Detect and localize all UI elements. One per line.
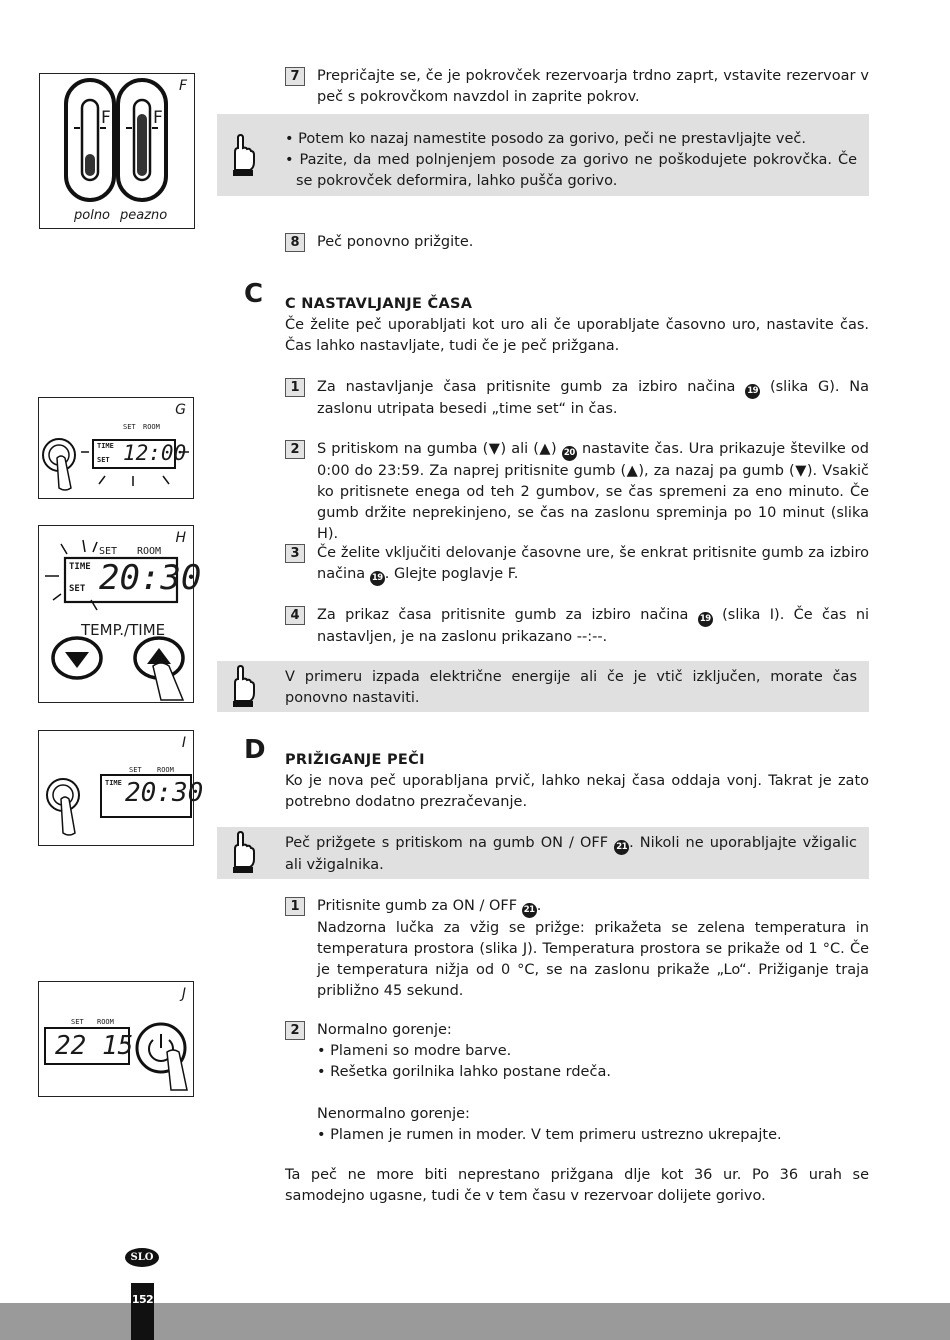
figure-letter: H [175,530,186,546]
step-number: 7 [285,67,305,86]
step-text-b: . Glejte poglavje F. [384,566,519,582]
step-8 [285,232,869,253]
lcd-set-label: SET [71,1018,84,1026]
lcd-set-label: SET [129,766,142,774]
pointing-hand-icon [226,134,256,178]
figure-letter: I [181,735,186,751]
pointing-hand-icon [226,665,256,709]
ref-marker: 21 [614,840,629,855]
step-7 [285,66,869,108]
ref-marker: 19 [370,571,385,586]
step-text-a: Za nastavljanje časa pritisnite gumb za izbiro načina [317,379,736,395]
step-text [317,1020,869,1146]
lcd-time-label: TIME [69,562,91,572]
note-box-c [217,661,869,712]
step-c4 [285,605,869,648]
step-text-b: (slika I). Če čas ni nastavljen, je na zaslonu prikazano --:--. [317,607,870,645]
note-box-d [217,827,869,879]
label-empty: peazno [120,208,168,223]
step-d2 [285,1020,869,1146]
note-text: V primeru izpada električne energije ali če je vtič izključen, morate čas ponovno nastaviti. [285,669,857,706]
lcd-set2-label: SET [97,456,110,464]
abnormal-burning-heading: Nenormalno gorenje: [317,1106,470,1122]
note-line-1: • Potem ko nazaj namestite posodo za gorivo, peči ne prestavljajte več. [285,131,807,147]
page-number: 152 [131,1293,154,1306]
step-text-c: Nadzorna lučka za vžig se prižge: prikažeta se zelena temperatura in temperatura prostora (slika J). Temperatura prostora se prikaže od 1 °C. Če je temperatura nižja od 0 °C, se na zaslonu prikaže „Lo“. Prižiganje traja približno 45 sekund. [317,920,869,999]
lcd-set-label: SET [123,423,136,431]
figure-h [38,525,202,703]
figure-letter: F [178,78,187,94]
step-text-a: Pritisnite gumb za ON / OFF [317,898,518,914]
normal-burning-heading: Normalno gorenje: [317,1022,452,1038]
lcd-digits: 22 15 [55,1031,134,1061]
note-text [285,833,857,876]
note-text-b: . Nikoli ne uporabljajte vžigalic ali vžigalnika. [285,835,857,873]
label-full: polno [74,208,111,223]
section-title-d: PRIŽIGANJE PEČI [285,752,425,768]
pointing-hand-icon [226,831,256,875]
step-number: 2 [285,1021,305,1040]
note-line-2: • Pazite, da med polnjenjem posode za gorivo ne poškodujete pokrovčka. Če se pokrovček deformira, lahko pušča gorivo. [285,152,857,189]
lcd-digits: 20:30 [125,778,204,808]
section-intro-c: Če želite peč uporabljati kot uro ali če uporabljate časovno uro, nastavite čas. Čas lahko nastavljate, tudi če je peč prižgana. [285,317,869,354]
ref-marker: 19 [745,384,760,399]
bullet-1: • Plameni so modre barve. [317,1043,512,1059]
lcd-time-label: TIME [105,779,122,787]
lcd-room-label: ROOM [97,1018,114,1026]
gauge-full-letter: F [101,108,111,128]
lcd-set2-label: SET [69,584,86,594]
step-number: 3 [285,544,305,563]
figure-letter: G [175,402,186,418]
step-text: Peč ponovno prižgite. [317,234,474,250]
note-box-1 [217,114,869,196]
step-number: 8 [285,233,305,252]
step-text [317,439,869,545]
bullet-3: • Plamen je rumen in moder. V tem primeru ustrezno ukrepajte. [317,1127,782,1143]
step-text [317,896,869,1002]
step-text-b: (slika G). Na zaslonu utripata besedi „time set“ in čas. [317,379,870,417]
gauge-empty-letter: F [153,108,163,128]
step-c2 [285,439,869,545]
section-letter-d: D [244,735,266,765]
section-title-c: C NASTAVLJANJE ČASA [285,296,473,312]
lcd-time-label: TIME [97,442,114,450]
step-line-1 [317,896,869,918]
step-number: 1 [285,378,305,397]
section-intro-d: Ko je nova peč uporabljana prvič, lahko nekaj časa oddaja vonj. Takrat je zato potrebno dodatno prezračevanje. [285,773,869,810]
step-number: 4 [285,606,305,625]
figure-g [38,397,194,499]
language-badge: SLO [125,1248,159,1267]
lcd-room-label: ROOM [137,546,162,557]
step-text [317,605,869,648]
step-text: Prepričajte se, če je pokrovček rezervoarja trdno zaprt, vstavite rezervoar v peč s pokrovčkom navzdol in zaprite pokrov. [317,68,869,105]
ref-marker: 20 [562,446,577,461]
fuel-gauge-illustration [40,74,196,230]
lcd-digits: 12:00 [123,441,187,465]
step-text [317,543,869,586]
step-c1 [285,377,869,420]
step-text-b: nastavite čas. Ura prikazuje številke od 0:00 do 23:59. Za naprej pritisnite gumb (▲), za nazaj pa gumb (▼). Vsakič ko pritisnete enega od teh 2 gumbov, se čas spremeni za eno minuto. Če gumb držite neprekinjeno, se čas na zaslonu spreminja po 10 minut (slika H). [317,441,870,542]
figure-i [38,730,204,846]
note-text-a: Peč prižgete s pritiskom na gumb ON / OFF [285,835,609,851]
step-c3 [285,543,869,586]
figure-j [38,981,194,1097]
lcd-room-label: ROOM [143,423,160,431]
bullet-2: • Rešetka gorilnika lahko postane rdeča. [317,1064,611,1080]
lcd-digits: 20:30 [99,558,202,598]
step-text-b: . [536,898,542,914]
step-text-a: Če želite vključiti delovanje časovne ure, še enkrat pritisnite gumb za izbiro načina [317,545,869,582]
step-text-a: S pritiskom na gumba (▼) ali (▲) [317,441,557,457]
closing-paragraph: Ta peč ne more biti neprestano prižgana dlje kot 36 ur. Po 36 urah se samodejno ugasne, tudi če v tem času v rezervoar dolijete gorivo. [285,1167,869,1204]
figure-f [39,73,195,229]
step-d1 [285,896,869,1002]
step-text-a: Za prikaz časa pritisnite gumb za izbiro načina [317,607,689,623]
ref-marker: 21 [522,903,537,918]
section-letter-c: C [244,279,264,309]
step-number: 1 [285,897,305,916]
step-text [317,377,869,420]
temp-time-label: TEMP./TIME [81,621,166,639]
ref-marker: 19 [698,612,713,627]
step-number: 2 [285,440,305,459]
lcd-room-label: ROOM [157,766,174,774]
lcd-set-label: SET [99,546,118,557]
figure-letter: J [181,986,186,1002]
